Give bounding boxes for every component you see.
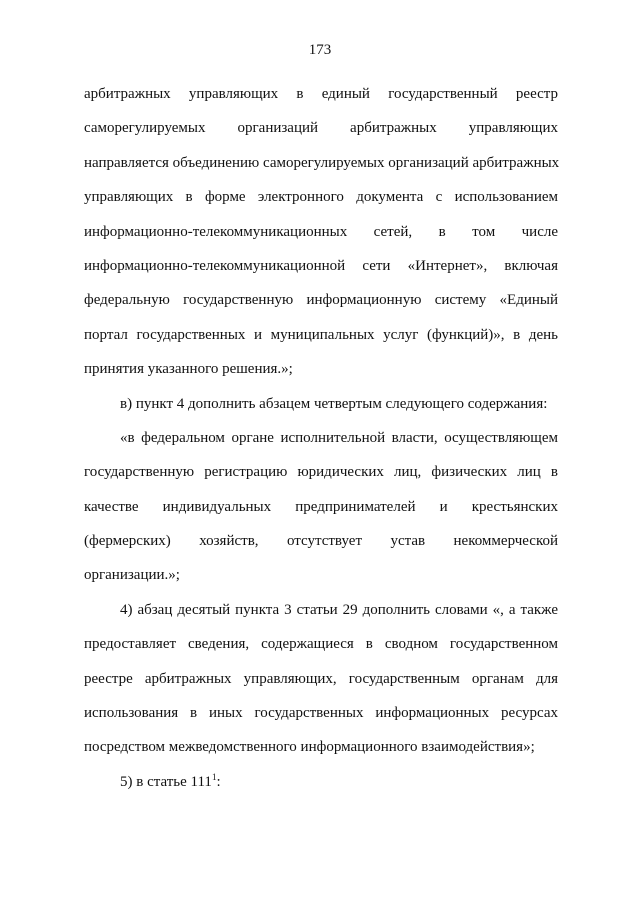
text-line: управляющих в форме электронного документа с использованием xyxy=(84,189,558,206)
final-line xyxy=(84,765,558,799)
page-number: 173 xyxy=(308,42,332,58)
text-line: предоставляет сведения, содержащиеся в сводном государственном xyxy=(84,636,558,653)
text-line: государственную регистрацию юридических лиц, физических лиц в xyxy=(84,464,558,481)
text-line: 4) абзац десятый пункта 3 статьи 29 дополнить словами «, а также xyxy=(120,601,558,618)
text-line: качестве индивидуальных предпринимателей и крестьянских xyxy=(84,498,558,515)
final-line-text: 5) в статье 111 xyxy=(120,773,212,790)
final-line-tail: : xyxy=(216,773,221,790)
text-line: «в федеральном органе исполнительной власти, осуществляющем xyxy=(120,429,558,446)
text-line: (фермерских) хозяйств, отсутствует устав некоммерческой xyxy=(84,533,558,550)
text-line: информационно-телекоммуникационной сети «Интернет», включая xyxy=(84,257,558,274)
superscript: 1 xyxy=(211,771,217,782)
text-line: федеральную государственную информационную систему «Единый xyxy=(84,292,558,309)
text-line: реестре арбитражных управляющих, государственным органам для xyxy=(84,670,558,687)
text-line: посредством межведомственного информационного взаимодействия»; xyxy=(84,739,535,756)
text-line: информационно-телекоммуникационных сетей, в том числе xyxy=(84,223,558,240)
text-line: арбитражных управляющих в единый государственный реестр xyxy=(84,86,558,102)
text-line: в) пункт 4 дополнить абзацем четвертым следующего содержания: xyxy=(120,395,548,412)
text-line: организации.»; xyxy=(84,567,180,584)
document-body xyxy=(84,77,558,799)
text-line: саморегулируемых организаций арбитражных управляющих xyxy=(84,120,558,137)
text-line: использования в иных государственных информационных ресурсах xyxy=(84,705,558,722)
text-line: портал государственных и муниципальных услуг (функций)», в день xyxy=(84,326,558,343)
text-line: принятия указанного решения.»; xyxy=(84,361,293,378)
text-line: направляется объединению саморегулируемых организаций арбитражных xyxy=(84,154,560,171)
